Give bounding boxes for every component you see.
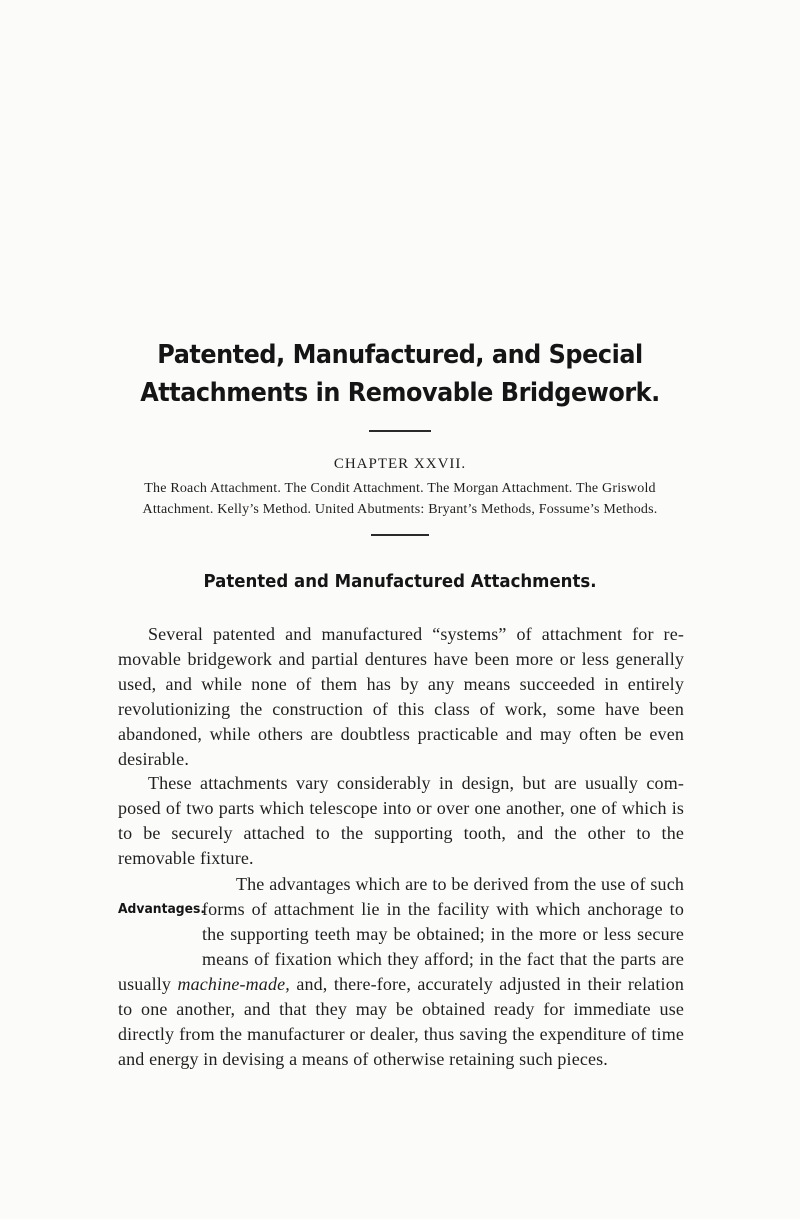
margin-note: Advantages. bbox=[118, 902, 206, 917]
divider-rule bbox=[371, 534, 429, 536]
chapter-summary: The Roach Attachment. The Condit Attachment. The Morgan Attachment. The Griswold Attachment. Kelly’s Method. United Abutments: Bryant’s Methods, Fossume’s Methods. bbox=[142, 481, 658, 517]
paragraph-text: The advantages which are to be derived from the use of such forms of attachment lie in the facility with which anchorage to the supporting teeth may be obtained; in the more or less secure means of fixation which they afford; in the fact that the parts are usually bbox=[118, 874, 684, 994]
paragraph-text: and, there-fore, accurately adjusted in their relation to one another, and that they may be obtained ready for immediate use directly from the manufacturer or dealer, thus saving the expenditure of time and energy in devising a means of otherwise retaining such pieces. bbox=[118, 974, 684, 1069]
paragraph: Several patented and manufactured “systems” of attachment for re-movable bridgework and partial dentures have been more or less generally used, and while none of them has by any means succeeded in entirely revolutionizing the construction of this class of work, some have been abandoned, while others are doubtless practicable and may often be even desirable. bbox=[118, 624, 684, 769]
advantages-section bbox=[118, 872, 684, 1072]
main-title: Patented, Manufactured, and Special Attachments in Removable Bridgework. bbox=[140, 340, 660, 408]
section-title: Patented and Manufactured Attachments. bbox=[203, 571, 597, 592]
italic-phrase: machine-made, bbox=[177, 974, 290, 994]
paragraph: These attachments vary considerably in design, but are usually com-posed of two parts which telescope into or over one another, one of which is to be securely attached to the supporting tooth, and the other to the removable fixture. bbox=[118, 773, 684, 868]
divider-rule bbox=[369, 430, 431, 432]
chapter-heading: CHAPTER XXVII. bbox=[333, 456, 467, 472]
